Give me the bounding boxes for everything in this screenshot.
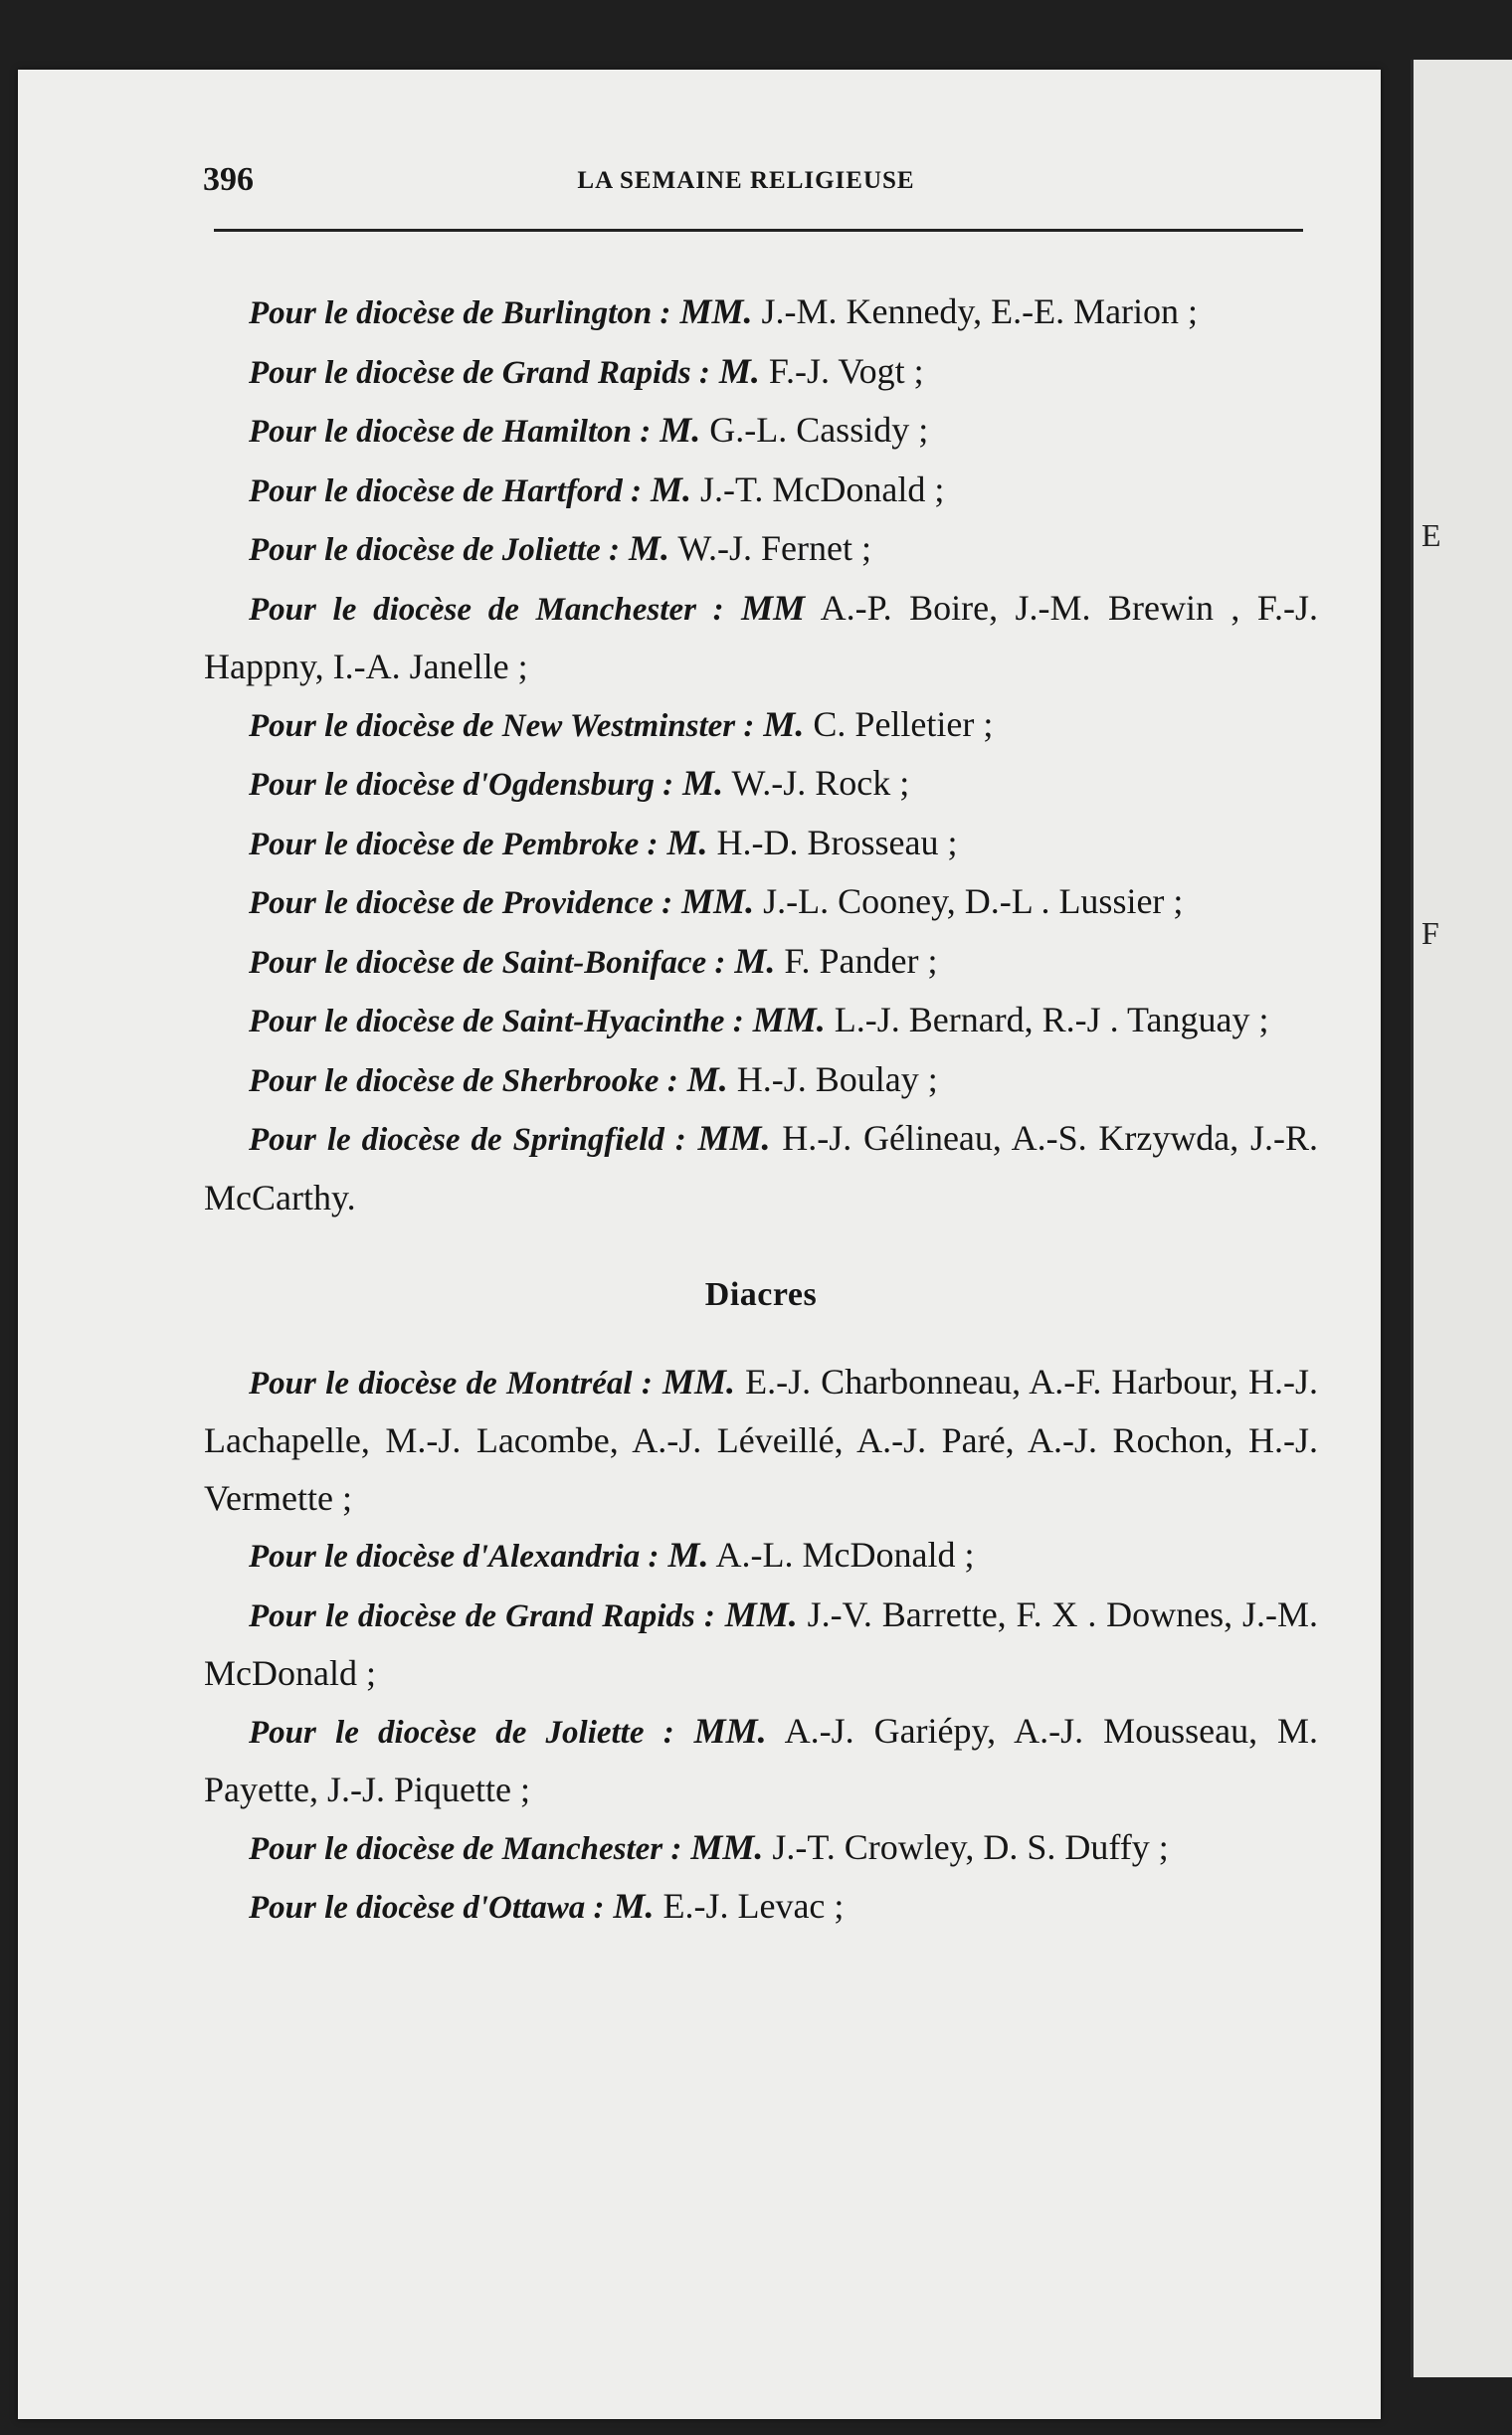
honorific: M. [686,1058,728,1099]
diocese-entry [204,1587,1318,1703]
diocese-label: Pour le diocèse d'Ottawa : [249,1890,605,1926]
diocese-entry [204,1354,1318,1528]
adjacent-page-letter: E [1421,517,1441,553]
page-header [189,161,1303,205]
ordinand-names: A.-L. McDonald ; [715,1535,975,1575]
diocese-entry [204,1110,1318,1226]
diocese-entry [204,283,1318,343]
ordinand-names: C. Pelletier ; [813,703,994,744]
honorific: M. [734,940,776,981]
ordinand-names: J.-T. Crowley, D. S. Duffy ; [772,1826,1169,1867]
diocese-label: Pour le diocèse d'Alexandria : [249,1539,660,1575]
honorific: MM. [681,881,755,921]
diocese-label: Pour le diocèse de Joliette : [249,1714,674,1751]
diocese-entry [204,1819,1318,1879]
ordinand-names: F.-J. Vogt ; [768,350,924,391]
diocese-label: Pour le diocèse de Saint-Boniface : [249,944,726,981]
diocese-label: Pour le diocèse de Grand Rapids : [249,1597,715,1634]
diocese-label: Pour le diocèse de Manchester : [249,591,724,628]
diocese-label: Pour le diocèse de Pembroke : [249,826,659,862]
ordinand-names: J.-T. McDonald ; [700,468,945,509]
section-title: Diacres [704,1276,818,1313]
diocese-label: Pour le diocèse de Springfield : [249,1122,686,1158]
ordinand-names: H.-J. Boulay ; [736,1058,938,1099]
running-title: LA SEMAINE RELIGIEUSE [577,167,915,194]
honorific: MM [741,587,806,628]
diocese-label: Pour le diocèse de Saint-Hyacinthe : [249,1004,744,1039]
ordinand-names: J.-V. Barrette, F. X . Downes, J.-M. McDonald ; [204,1593,1319,1693]
diocese-label: Pour le diocèse de New Westminster : [249,707,755,744]
honorific: M. [763,703,805,744]
ordinand-names: E.-J. Charbonneau, A.-F. Harbour, H.-J. Lachapelle, M.-J. Lacombe, A.-J. Léveillé, A.-J. Paré, A.-J. Rochon, H.-J. Vermette ; [204,1361,1318,1518]
diocese-entry [204,992,1318,1051]
honorific: M. [651,468,692,509]
honorific: MM. [724,1593,798,1634]
page-content [204,283,1318,1938]
diocese-label: Pour le diocèse de Montréal : [249,1365,653,1402]
ordinand-names: W.-J. Fernet ; [677,528,872,568]
ordinand-names: J.-M. Kennedy, E.-E. Marion ; [761,291,1199,331]
diocese-label: Pour le diocèse de Joliette : [249,532,620,568]
honorific: MM. [693,1710,767,1751]
diocese-label: Pour le diocèse de Hartford : [249,472,643,509]
diocese-label: Pour le diocèse de Providence : [249,885,673,921]
diocese-label: Pour le diocèse de Manchester : [249,1830,682,1867]
diocese-entry [204,520,1318,580]
ordinand-names: W.-J. Rock ; [731,763,910,803]
diocese-entry [204,580,1318,696]
diocese-label: Pour le diocèse d'Ogdensburg : [249,767,674,803]
diocese-entry [204,755,1318,815]
diocese-entry [204,873,1318,933]
honorific: M. [718,350,760,391]
diocese-entry [204,1527,1318,1587]
ordinand-names: H.-D. Brosseau ; [716,822,958,862]
honorific: MM. [679,291,753,331]
honorific: MM. [697,1118,771,1158]
ordination-list-deacons [204,1354,1318,1938]
diocese-entry [204,1703,1318,1819]
adjacent-page-letter: F [1421,915,1439,951]
honorific: MM. [690,1826,764,1867]
diocese-label: Pour le diocèse de Grand Rapids : [249,354,710,391]
ordinand-names: H.-J. Gélineau, A.-S. Krzywda, J.-R. McCarthy. [204,1118,1319,1218]
diocese-entry [204,462,1318,521]
ordinand-names: E.-J. Levac ; [662,1886,845,1926]
diocese-entry [204,933,1318,993]
header-rule [214,229,1303,232]
honorific: M. [666,822,708,862]
honorific: M. [613,1886,655,1926]
honorific: M. [628,528,669,568]
ordinand-names: G.-L. Cassidy ; [709,410,929,450]
ordinand-names: F. Pander ; [784,940,938,981]
page-number: 396 [203,161,254,198]
diocese-label: Pour le diocèse de Hamilton : [249,414,652,450]
honorific: MM. [662,1361,736,1402]
honorific: M. [660,410,701,450]
diocese-entry [204,815,1318,874]
diocese-entry [204,343,1318,403]
honorific: MM. [752,1000,826,1039]
diocese-label: Pour le diocèse de Sherbrooke : [249,1062,678,1099]
diocese-entry [204,402,1318,462]
honorific: M. [667,1535,709,1575]
diocese-entry [204,696,1318,756]
honorific: M. [682,763,724,803]
ordinand-names: A.-J. Gariépy, A.-J. Mousseau, M. Payette, J.-J. Piquette ; [204,1710,1319,1809]
ordinand-names: J.-L. Cooney, D.-L . Lussier ; [763,881,1184,921]
diocese-entry [204,1878,1318,1938]
adjacent-page-edge [1411,60,1512,2377]
ordinand-names: L.-J. Bernard, R.-J . Tanguay ; [834,1000,1269,1039]
diocese-label: Pour le diocèse de Burlington : [249,295,671,331]
ordination-list-priests [204,283,1318,1226]
diocese-entry [204,1051,1318,1111]
ordinand-names: A.-P. Boire, J.-M. Brewin , F.-J. Happny, I.-A. Janelle ; [204,587,1319,686]
